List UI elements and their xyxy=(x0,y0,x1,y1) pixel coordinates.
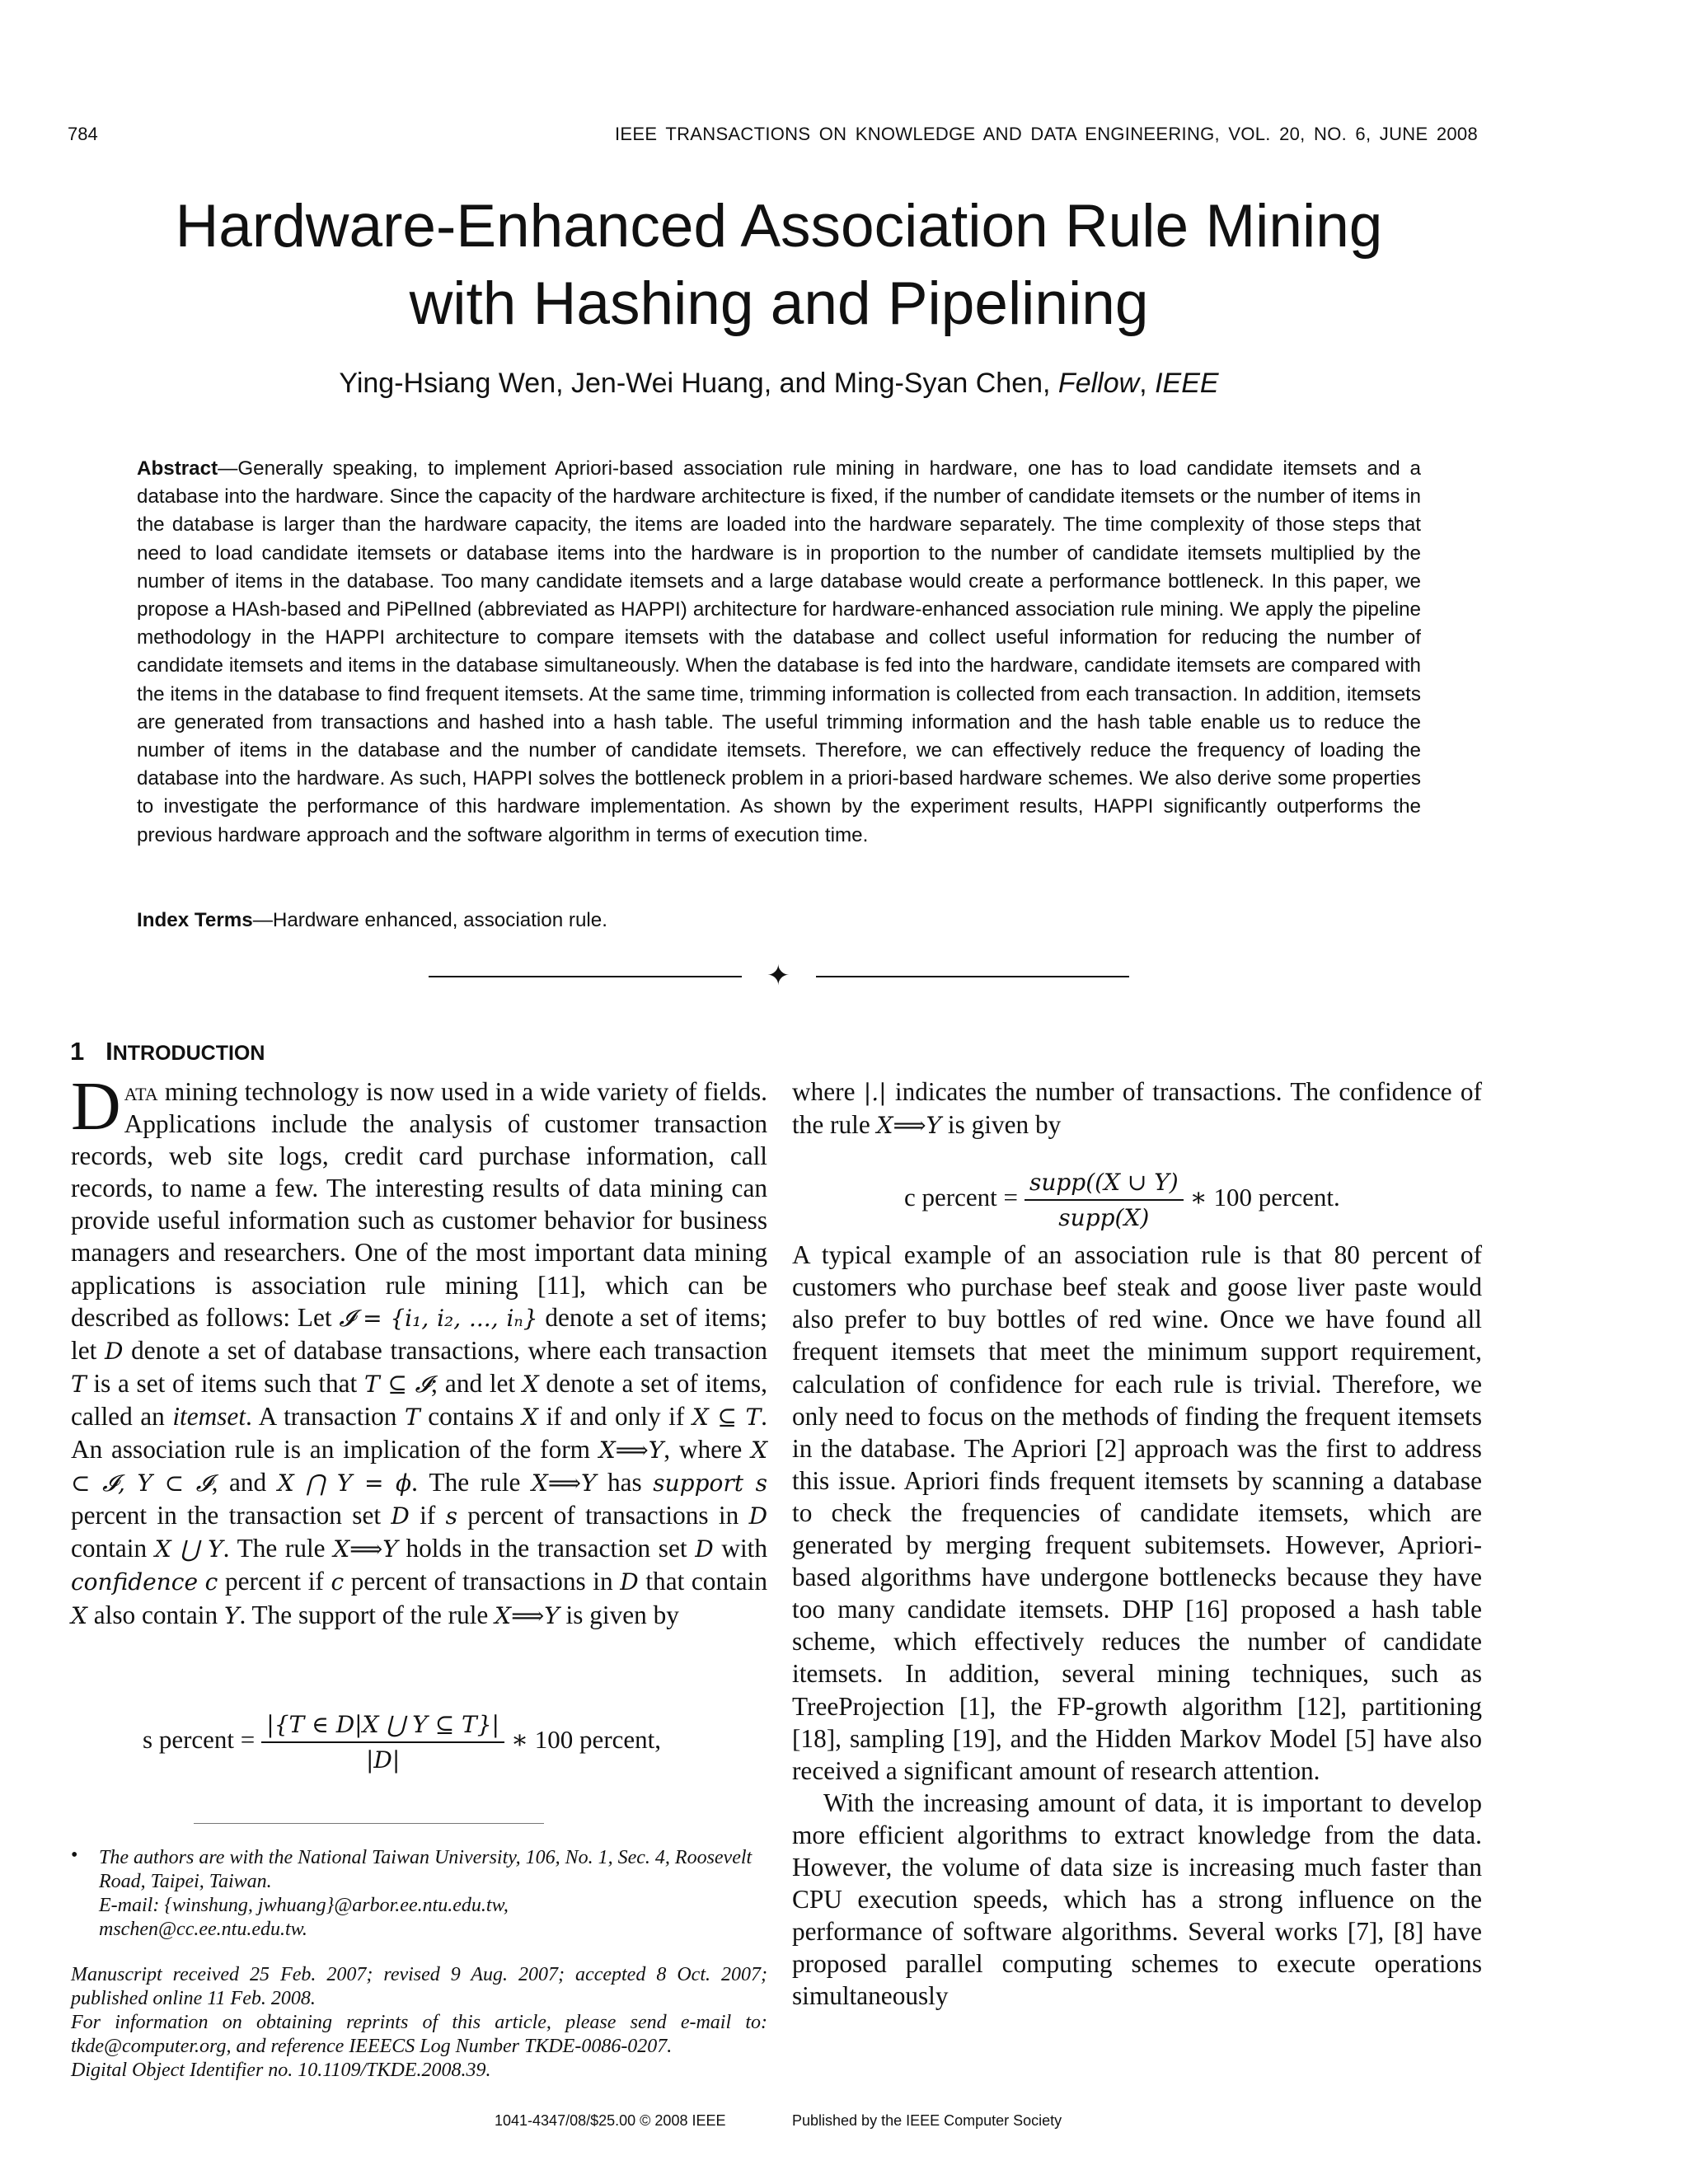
intro-paragraph-1: Data mining technology is now used in a wide variety of fields. Applications include the analysis of customer transaction records, web site logs, credit card purchase information, call records, to name a few. The interesting results of data mining can provide useful information such as customer behavior for business managers and researchers. One of the most important data mining applications is association rule mining [11], which can be described as follows: Let 𝓘 = {i₁, i₂, ..., iₙ} denote a set of items; let D denote a set of database transactions, where each transaction T is a set of items such that T ⊆ 𝓘; and let X denote a set of items, called an itemset. A transaction T contains X if and only if X ⊆ T. An association rule is an implication of the form X⟹Y, where X ⊂ 𝓘, Y ⊂ 𝓘, and X ⋂ Y = ϕ. The rule X⟹Y has support s percent in the transaction set D if s percent of transactions in D contain X ⋃ Y. The rule X⟹Y holds in the transaction set D with confidence c percent if c percent of transactions in D that contain X also contain Y. The support of the rule X⟹Y is given by xyxy=(71,1068,768,1629)
author-names: Ying-Hsiang Wen, Jen-Wei Huang, and Ming-Syan Chen, xyxy=(339,368,1058,399)
support-eq-lhs: s percent = xyxy=(143,1725,256,1755)
abstract xyxy=(137,455,1421,850)
drop-cap: D xyxy=(71,1068,121,1145)
section-heading xyxy=(70,1037,265,1066)
index-terms-label: Index Terms xyxy=(137,909,253,931)
title-line-1: Hardware-Enhanced Association Rule Mining xyxy=(175,193,1383,260)
section-divider xyxy=(429,961,1129,991)
index-terms-text: —Hardware enhanced, association rule. xyxy=(252,909,607,931)
right-paragraph-1: A typical example of an association rule is that 80 percent of customers who purchase beef steak and goose liver paste would also prefer to buy bottles of red wine. Once we have found all frequent itemsets that meet the minimum support requirement, calculation of confidence for each rule is trivial. Therefore, we only need to focus on the methods of finding the frequent itemsets in the database. The Apriori [2] approach was the first to address this issue. Apriori finds frequent itemsets by scanning a database to check the frequencies of candidate itemsets, which are generated by merging frequent subitemsets. However, Apriori-based algorithms have undergone bottlenecks because they have too many candidate itemsets. DHP [16] proposed a hash table scheme, which effectively reduces the number of candidate itemsets. In addition, several mining techniques, such as TreeProjection [1], the FP-growth algorithm [12], partitioning [18], sampling [19], and the Hidden Markov Model [5] have also received a significant amount of research attention. xyxy=(792,1240,1482,1785)
divider-diamond-icon: ✦ xyxy=(767,961,790,991)
section-title-rest: NTRODUCTION xyxy=(112,1042,265,1065)
confidence-eq-fraction xyxy=(1025,1169,1184,1231)
confidence-eq-lhs: c percent = xyxy=(904,1183,1018,1212)
support-eq-numerator: |{T ∈ D|X ⋃ Y ⊆ T}| xyxy=(261,1711,504,1743)
confidence-eq-numerator: supp((X ∪ Y) xyxy=(1025,1169,1184,1201)
page-number: 784 xyxy=(68,124,98,144)
confidence-eq-rhs: ∗ 100 percent. xyxy=(1189,1183,1340,1212)
section-title-initial: I xyxy=(106,1037,113,1066)
footnote-rule xyxy=(194,1823,544,1824)
journal-header: IEEE TRANSACTIONS ON KNOWLEDGE AND DATA ENGINEERING, VOL. 20, NO. 6, JUNE 2008 xyxy=(615,124,1478,144)
right-paragraph-0: where |.| indicates the number of transactions. The confidence of the rule X⟹Y is given by xyxy=(792,1077,1483,1140)
support-eq-denominator: |D| xyxy=(365,1746,401,1774)
abstract-text: —Generally speaking, to implement Apriori-based association rule mining in hardware, one has to load candidate itemsets and a database into the hardware. Since the capacity of the hardware architecture is fixed, if the number of candidate itemsets or the number of items in the database is larger than the hardware capacity, the items are loaded into the hardware separately. The time complexity of those steps that need to load candidate itemsets or database items into the hardware is in proportion to the number of candidate itemsets multiplied by the number of items in the database. Too many candidate itemsets and a large database would create a performance bottleneck. In this paper, we propose a HAsh-based and PiPelIned (abbreviated as HAPPI) architecture for hardware-enhanced association rule mining. We apply the pipeline methodology in the HAPPI architecture to compare itemsets with the database and collect useful information for reducing the number of candidate itemsets and items in the database simultaneously. When the database is fed into the hardware, candidate itemsets are compared with the items in the database to find frequent itemsets. At the same time, trimming information is collected from each transaction. In addition, itemsets are generated from transactions and hashed into a hash table. The useful trimming information and the hash table enable us to reduce the number of items in the database and the number of candidate itemsets. Therefore, we can effectively reduce the frequency of loading the database into the hardware. As such, HAPPI solves the bottleneck problem in a priori-based hardware schemes. We also derive some properties to investigate the performance of this hardware implementation. As shown by the experiment results, HAPPI significantly outperforms the previous hardware approach and the software algorithm in terms of execution time. xyxy=(137,457,1421,846)
paper-title xyxy=(0,188,1558,343)
left-column xyxy=(71,1068,768,1632)
section-number: 1 xyxy=(70,1037,85,1066)
divider-line-right xyxy=(816,976,1129,977)
footnote-bullet-icon: • xyxy=(71,1844,78,1866)
confidence-eq-denominator: supp(X) xyxy=(1058,1204,1150,1231)
footer-publisher: Published by the IEEE Computer Society xyxy=(792,2112,1062,2129)
divider-line-left xyxy=(429,976,742,977)
confidence-equation xyxy=(904,1169,1340,1231)
support-equation xyxy=(143,1711,661,1774)
support-eq-fraction xyxy=(261,1711,504,1774)
author-grade: Fellow xyxy=(1057,368,1140,399)
footnote-affiliation: The authors are with the National Taiwan University, 106, No. 1, Sec. 4, Roosevelt Road, Taipei, Taiwan. E-mail: {winshung, jwhuang}@arbor.ee.ntu.edu.tw, mschen@cc.ee.ntu.edu.tw. xyxy=(99,1847,753,1940)
right-paragraph-2: With the increasing amount of data, it is important to develop more efficient algorithms to extract knowledge from the data. However, the volume of data size is increasing much faster than CPU execution speeds, which has a strong influence on the performance of software algorithms. Several works [7], [8] have proposed parallel computing schemes to execute operations simultaneously xyxy=(792,1788,1482,2011)
abstract-label: Abstract xyxy=(137,457,218,480)
author-society: IEEE xyxy=(1155,368,1219,399)
author-sep: , xyxy=(1139,368,1156,399)
author-list xyxy=(0,368,1558,400)
support-eq-rhs: ∗ 100 percent, xyxy=(510,1725,662,1755)
index-terms xyxy=(137,909,607,932)
title-line-2: with Hashing and Pipelining xyxy=(409,270,1149,337)
footer-copyright: 1041-4347/08/$25.00 © 2008 IEEE xyxy=(495,2112,726,2129)
footnote-manuscript: Manuscript received 25 Feb. 2007; revised 9 Aug. 2007; accepted 8 Oct. 2007; published online 11 Feb. 2008. For information on obtaining reprints of this article, please send e-mail to: tkde@computer.org, and reference IEEECS Log Number TKDE-0086-0207. Digital Object Identifier no. 10.1109/TKDE.2008.39. xyxy=(71,1964,767,2081)
